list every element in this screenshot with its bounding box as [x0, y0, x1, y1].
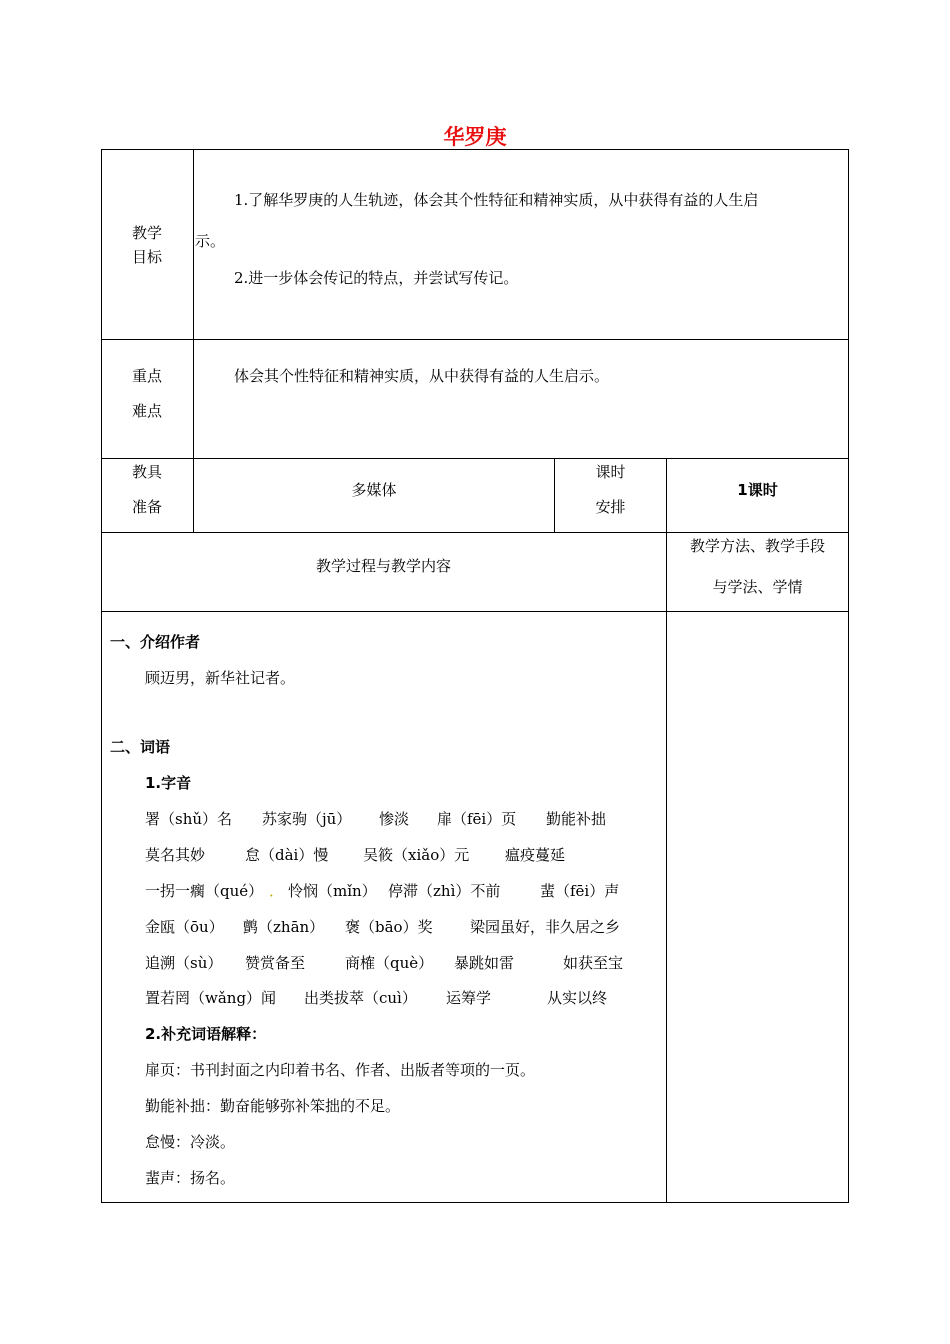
row-divider-process-header — [101, 611, 849, 612]
keypoints-text: 体会其个性特征和精神实质，从中获得有益的人生启示。 — [234, 367, 610, 385]
label-column-divider — [193, 149, 194, 533]
pron-item: 勤能补拙 — [546, 810, 607, 828]
pron-item: 梁园虽好，非久居之乡 — [470, 918, 621, 936]
pron-item: 鹯（zhān） — [243, 918, 325, 936]
page-title: 华罗庚 — [443, 125, 507, 149]
pron-item: 吴筱（xiǎo）元 — [363, 846, 470, 864]
pron-item: 出类拔萃（cuì） — [304, 989, 417, 1007]
sub-2-heading: 2.补充词语解释： — [145, 1025, 267, 1043]
pron-item: 怜悯（mǐn） — [288, 882, 377, 900]
section-1-heading: 一、介绍作者 — [110, 633, 201, 651]
process-header-left: 教学过程与教学内容 — [315, 557, 451, 575]
row-divider-keypoints — [101, 458, 849, 459]
definition: 勤能补拙：勤奋能够弥补笨拙的不足。 — [145, 1097, 401, 1115]
pron-item: 苏家驹（jū） — [262, 810, 352, 828]
table-border-top — [101, 149, 849, 150]
pron-item: 署（shǔ）名 — [145, 810, 233, 828]
pron-item: 赞赏备至 — [245, 954, 306, 972]
pron-item: 瘟疫蔓延 — [505, 846, 566, 864]
pron-item: 从实以终 — [547, 989, 608, 1007]
process-header-right-1: 教学方法、教学手段 — [689, 537, 825, 555]
pron-item: 扉（fēi）页 — [437, 810, 517, 828]
keypoints-label-2: 难点 — [131, 402, 162, 420]
pron-item: 褒（bāo）奖 — [345, 918, 433, 936]
keypoints-label-1: 重点 — [131, 367, 162, 385]
pron-item: 追溯（sù） — [145, 954, 223, 972]
materials-label-1: 教具 — [131, 463, 162, 481]
table-border-left — [101, 149, 102, 1203]
objectives-label-1: 教学 — [131, 224, 162, 242]
objective-1-cont: 示。 — [195, 232, 226, 250]
table-border-bottom — [101, 1202, 849, 1203]
row-divider-objectives — [101, 339, 849, 340]
pron-item: 运筹学 — [446, 989, 492, 1007]
pron-item: 怠（dài）慢 — [245, 846, 329, 864]
pron-item: 如获至宝 — [563, 954, 624, 972]
objectives-label-2: 目标 — [131, 248, 162, 266]
sub-1-heading: 1.字音 — [145, 774, 192, 792]
pron-item: 置若罔（wǎng）闻 — [145, 989, 277, 1007]
pron-item: 蜚（fēi）声 — [540, 882, 620, 900]
section-1-text: 顾迈男，新华社记者。 — [145, 669, 296, 687]
definition: 蜚声：扬名。 — [145, 1169, 236, 1187]
materials-label-2: 准备 — [131, 498, 162, 516]
table-border-right — [848, 149, 849, 1203]
objective-2: 2.进一步体会传记的特点，并尝试写传记。 — [234, 269, 519, 287]
pron-item: 暴跳如雷 — [454, 954, 515, 972]
definition: 扉页：书刊封面之内印着书名、作者、出版者等项的一页。 — [145, 1061, 536, 1079]
pron-item: 莫名其妙 — [145, 846, 206, 864]
definition: 怠慢：冷淡。 — [145, 1133, 236, 1151]
process-header-right-2: 与学法、学情 — [712, 578, 803, 596]
pron-item: 商榷（què） — [345, 954, 434, 972]
row-divider-materials — [101, 532, 849, 533]
materials-value: 多媒体 — [351, 481, 397, 499]
time-label-1: 课时 — [595, 463, 626, 481]
pron-item: 停滞（zhì）不前 — [388, 882, 501, 900]
time-value: 1课时 — [737, 481, 778, 499]
objective-1: 1.了解华罗庚的人生轨迹，体会其个性特征和精神实质，从中获得有益的人生启 — [234, 191, 759, 209]
pron-item: 金瓯（ōu） — [145, 918, 224, 936]
pron-item: 惨淡 — [379, 810, 410, 828]
emphasis-mark: ． — [269, 882, 285, 900]
right-column-divider — [666, 458, 667, 1203]
time-label-2: 安排 — [595, 498, 626, 516]
section-2-heading: 二、词语 — [110, 738, 171, 756]
pron-item: 一拐一瘸（qué） — [145, 882, 264, 900]
